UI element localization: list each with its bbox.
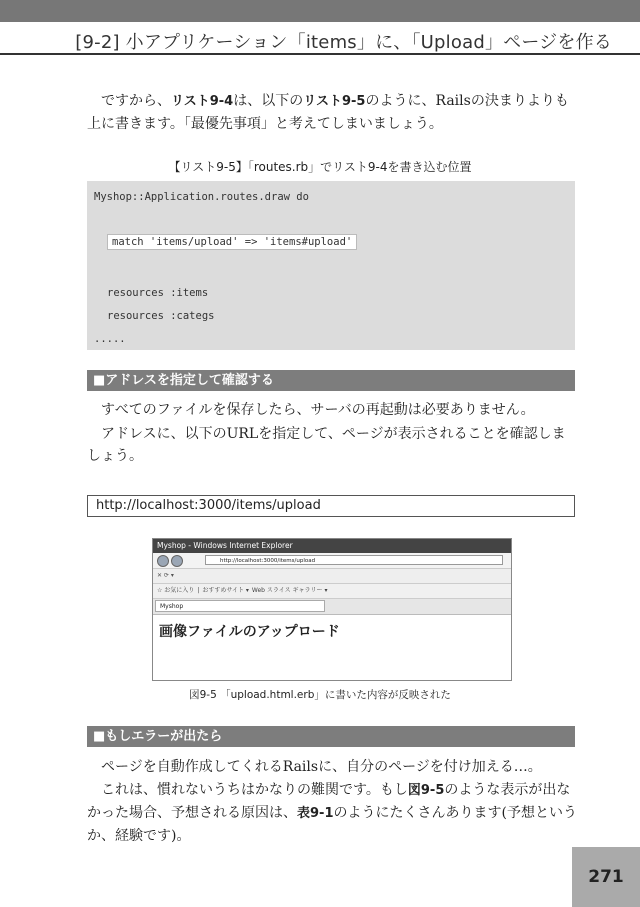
code-line: ..... (94, 333, 126, 345)
paragraph: これは、慣れないうちはかなりの難関です。もし図9-5のような表示が出なかった場合、予想される原因は、表9-1のようにたくさんあります(予想というか、経験です)。 (87, 782, 577, 844)
tab-label: Myshop (155, 600, 325, 612)
code-line: resources :items (107, 287, 209, 299)
listing-caption: 【リスト9-5】「routes.rb」でリスト9-4を書き込む位置 (168, 160, 472, 174)
code-listing (87, 181, 575, 350)
page-heading: 画像ファイルのアップロード (159, 624, 340, 640)
code-line: resources :categs (107, 310, 215, 322)
browser-screenshot (152, 538, 512, 681)
page-number: 271 (572, 847, 640, 907)
section-heading: ■アドレスを指定して確認する (87, 370, 575, 391)
favorites-bar: ☆ お気に入り | おすすめサイト ▾ Web スライス ギャラリー ▾ (153, 584, 511, 599)
code-line-highlight: match 'items/upload' => 'items#upload' (107, 236, 357, 248)
figure-caption: 図9-5 「upload.html.erb」に書いた内容が反映された (189, 689, 451, 701)
address-field: http://localhost:3000/items/upload (205, 555, 503, 565)
paragraph: アドレスに、以下のURLを指定して、ページが表示されることを確認しましょう。 (87, 426, 566, 464)
section-heading: ■もしエラーが出たら (87, 726, 575, 747)
top-bar (0, 0, 640, 22)
intro-paragraph: ですから、リスト9-4は、以下のリスト9-5のように、Railsの決まりよりも上に書きます。「最優先事項」と考えてしまいましょう。 (87, 93, 569, 132)
paragraph: ページを自動作成してくれるRailsに、自分のページを付け加える…。 (101, 759, 542, 775)
window-title: Myshop - Windows Internet Explorer (153, 539, 511, 553)
toolbar: ✕ ⟳ ▾ (153, 569, 511, 584)
address-bar (153, 553, 511, 569)
chapter-title: [9-2] 小アプリケーション「items」に、「Upload」ページを作る (75, 32, 612, 53)
browser-tab (153, 599, 511, 615)
code-line: Myshop::Application.routes.draw do (94, 191, 309, 203)
paragraph: すべてのファイルを保存したら、サーバの再起動は必要ありません。 (101, 402, 535, 418)
chapter-rule (0, 53, 640, 55)
back-icon (157, 555, 169, 567)
url-box: http://localhost:3000/items/upload (87, 495, 575, 517)
forward-icon (171, 555, 183, 567)
